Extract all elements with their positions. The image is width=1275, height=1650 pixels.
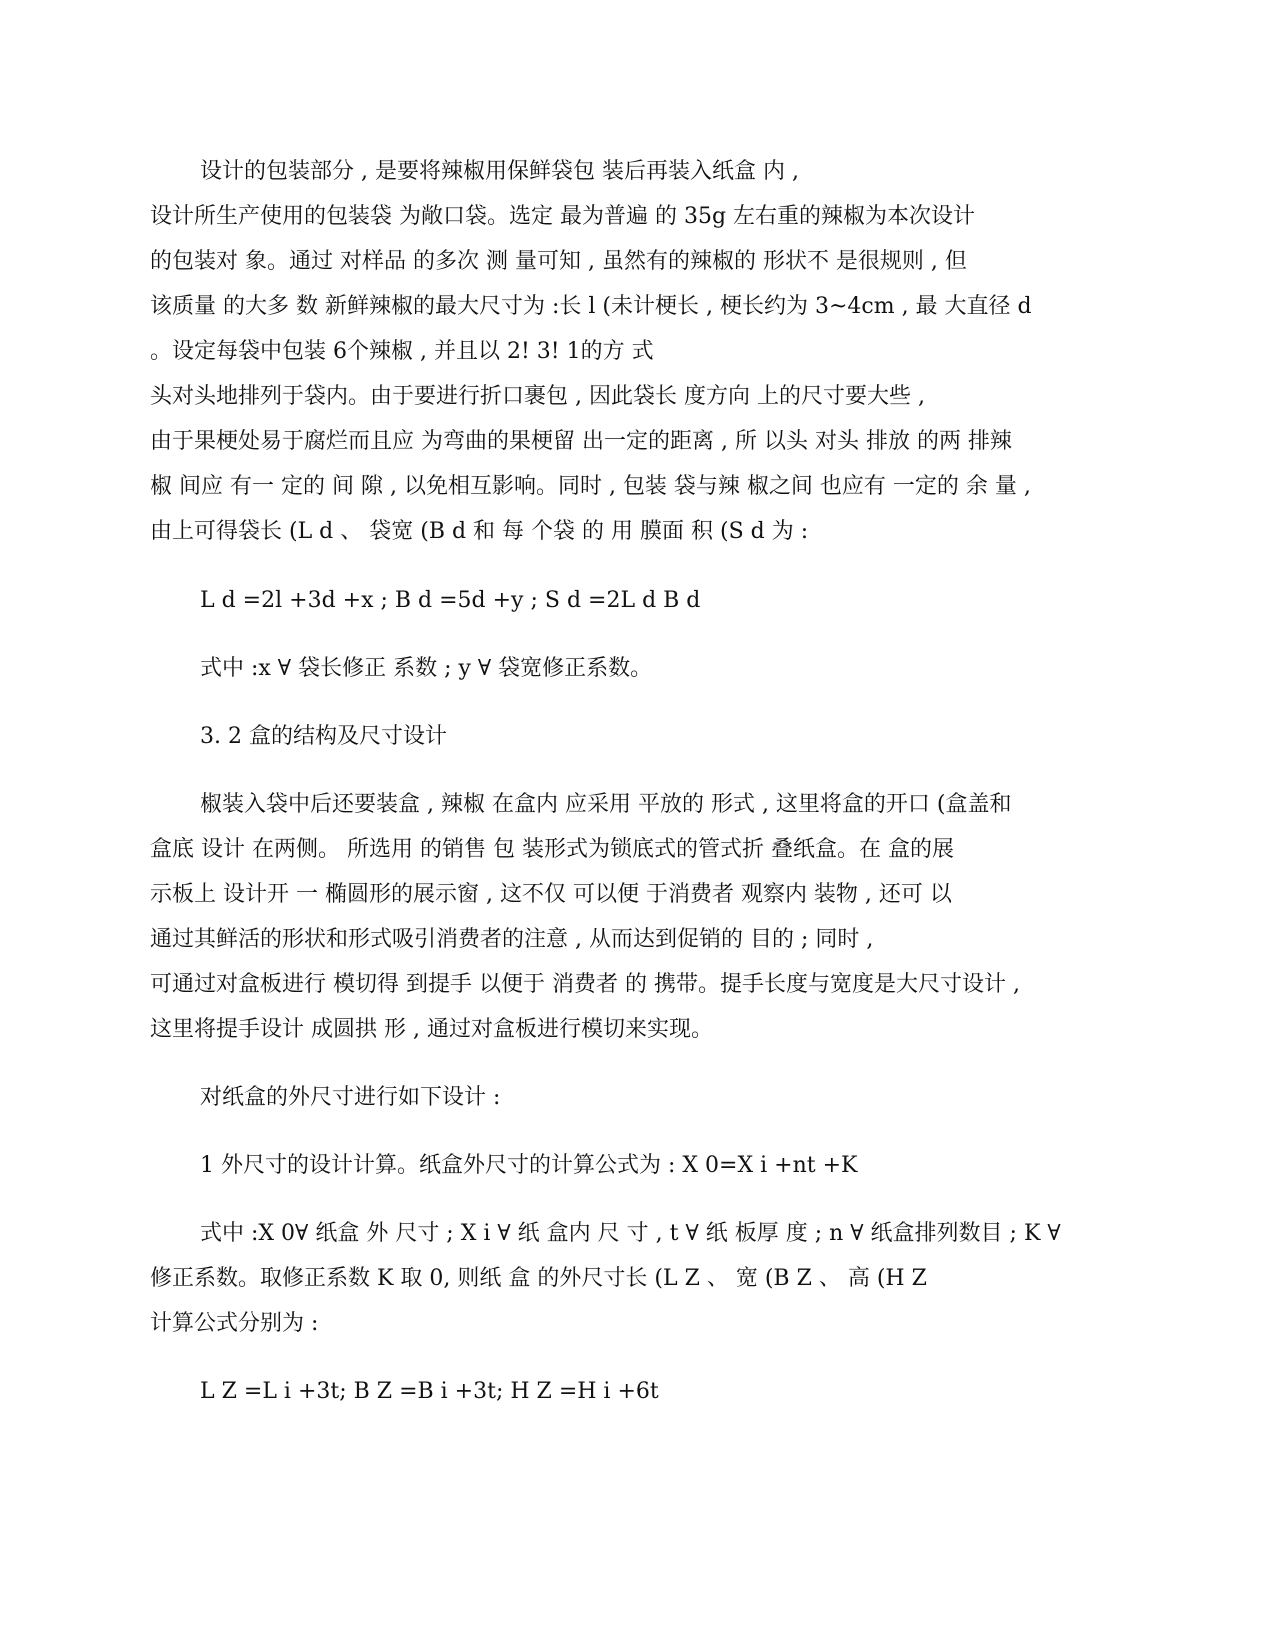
formula-line: L d =2l +3d +x ; B d =5d +y ; S d =2L d B d [200,588,701,613]
text-line: 通过其鲜活的形状和形式吸引消费者的注意 , 从而达到促销的 目的 ; 同时 , [150,927,874,952]
text-line: 式中 :X 0∀ 纸盒 外 尺寸 ; X i ∀ 纸 盒内 尺 寸 , t ∀ 纸 板厚 度 ; n ∀ 纸盒排列数目 ; K ∀ [200,1221,1061,1246]
text-line: 该质量 的大多 数 新鲜辣椒的最大尺寸为 :长 l (未计梗长 , 梗长约为 3~4cm , 最 大直径 d [150,294,1032,319]
text-line: 椒装入袋中后还要装盒 , 辣椒 在盒内 应采用 平放的 形式 , 这里将盒的开口 (盒盖和 [200,792,1012,817]
text-line: 计算公式分别为 : [150,1311,319,1336]
text-line: 1 外尺寸的设计计算。纸盒外尺寸的计算公式为 : X 0=X i +nt +K [200,1153,858,1178]
text-line: 盒底 设计 在两侧。 所选用 的销售 包 装形式为锁底式的管式折 叠纸盒。在 盒的展 [150,837,954,862]
text-line: 设计的包装部分 , 是要将辣椒用保鲜袋包 装后再装入纸盒 内 , [200,159,799,184]
text-line: 头对头地排列于袋内。由于要进行折口裹包 , 因此袋长 度方向 上的尺寸要大些 , [150,384,925,409]
text-line: 设计所生产使用的包装袋 为敞口袋。选定 最为普遍 的 35g 左右重的辣椒为本次设计 [150,204,976,229]
text-line: 这里将提手设计 成圆拱 形 , 通过对盒板进行模切来实现。 [150,1017,713,1042]
text-line: 由于果梗处易于腐烂而且应 为弯曲的果梗留 出一定的距离 , 所 以头 对头 排放 的两 排辣 [150,429,1012,454]
section-heading: 3. 2 盒的结构及尺寸设计 [200,724,447,749]
text-line: 椒 间应 有一 定的 间 隙 , 以免相互影响。同时 , 包装 袋与辣 椒之间 也应有 一定的 余 量 , [150,474,1031,499]
text-line: 示板上 设计开 一 椭圆形的展示窗 , 这不仅 可以便 于消费者 观察内 装物 , 还可 以 [150,882,952,907]
text-line: 由上可得袋长 (L d 、 袋宽 (B d 和 每 个袋 的 用 膜面 积 (S d 为 : [150,519,809,544]
text-line: 对纸盒的外尺寸进行如下设计 : [200,1085,501,1110]
text-line: 修正系数。取修正系数 K 取 0, 则纸 盒 的外尺寸长 (L Z 、 宽 (B Z 、 高 (H Z [150,1266,927,1291]
text-line: 。设定每袋中包装 6个辣椒 , 并且以 2! 3! 1的方 式 [150,339,654,364]
text-line: 的包装对 象。通过 对样品 的多次 测 量可知 , 虽然有的辣椒的 形状不 是很规则 , 但 [150,249,967,274]
formula-line: L Z =L i +3t; B Z =B i +3t; H Z =H i +6t [200,1379,659,1404]
text-line: 式中 :x ∀ 袋长修正 系数 ; y ∀ 袋宽修正系数。 [200,656,653,681]
text-line: 可通过对盒板进行 模切得 到提手 以便于 消费者 的 携带。提手长度与宽度是大尺寸设计 , [150,972,1020,997]
